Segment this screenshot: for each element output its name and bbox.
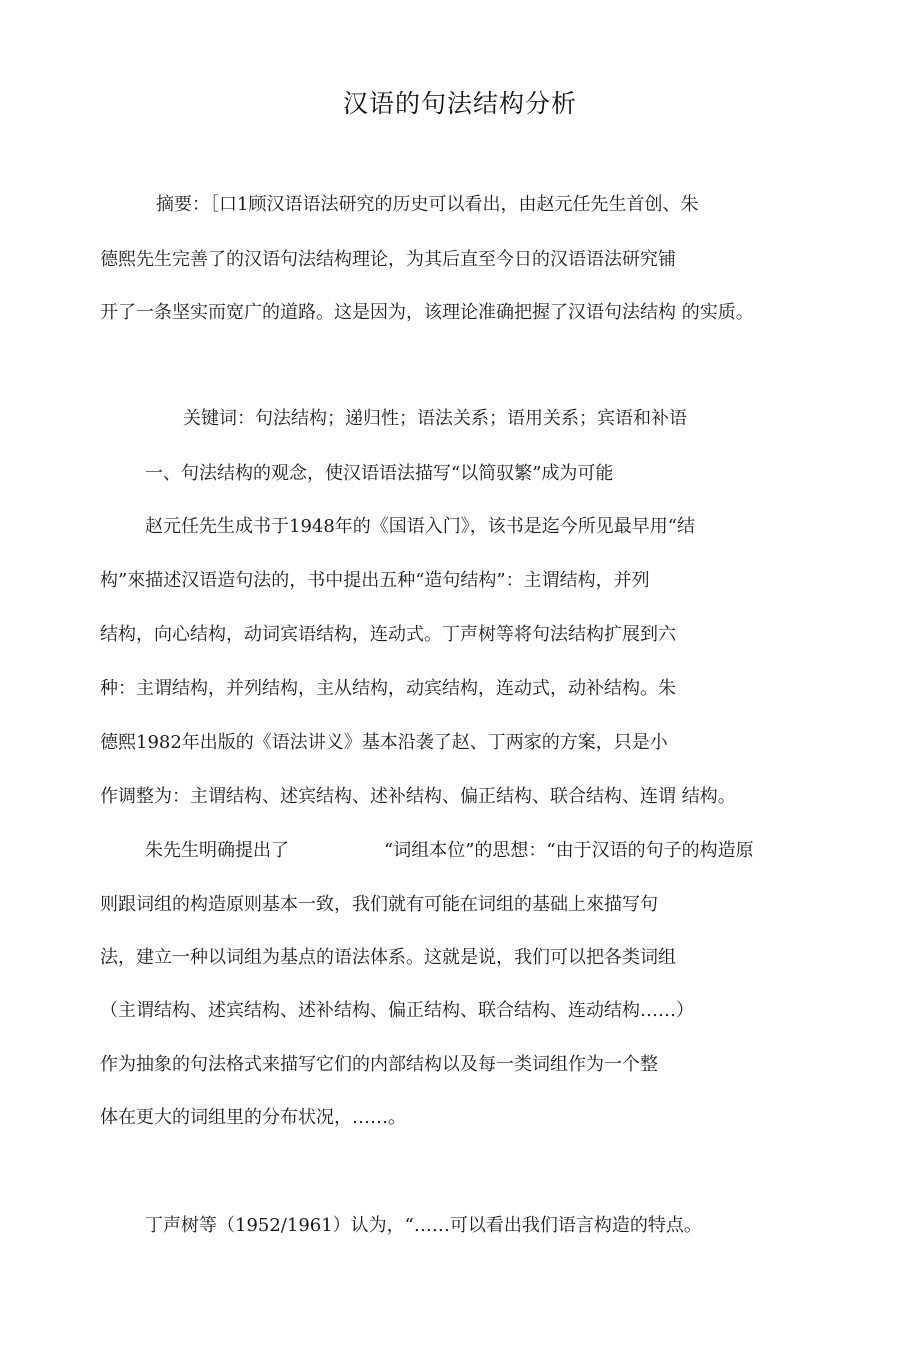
paragraph-line: 结构，向心结构，动词宾语结构，连动式。丁声树等将句法结构扩展到六 [100, 624, 676, 645]
paragraph-line: 作调整为：主谓结构、述宾结构、述补结构、偏正结构、联合结构、连谓 结构。 [100, 786, 736, 807]
abstract-line-3: 开了一条坚实而宽广的道路。这是因为，该理论准确把握了汉语句法结构 的实质。 [100, 302, 754, 323]
paragraph-line: 德熙1982年出版的《语法讲义》基本沿袭了赵、丁两家的方案，只是小 [100, 732, 668, 753]
paragraph-line: 体在更大的词组里的分布状况，……。 [100, 1107, 406, 1128]
section-heading: 一、句法结构的观念，使汉语语法描写“以简驭繁”成为可能 [145, 463, 614, 484]
abstract-line-1: 摘要：［口1顾汉语语法研究的历史可以看出，由赵元任先生首创、朱 [156, 194, 699, 215]
paragraph-line: 作为抽象的句法格式来描写它们的内部结构以及每一类词组作为一个整 [100, 1054, 658, 1075]
paragraph-line: 种：主谓结构，并列结构，主从结构，动宾结构，连动式，动补结构。朱 [100, 678, 676, 699]
document-title: 汉语的句法结构分析 [342, 89, 577, 118]
paragraph-line: 丁声树等（1952/1961）认为，“……可以看出我们语言构造的特点。 [145, 1215, 702, 1236]
paragraph-line: 赵元任先生成书于1948年的《国语入门》，该书是迄今所见最早用“结 [145, 516, 696, 537]
paragraph-line: 构”來描述汉语造句法的，书中提出五种“造句结构”：主谓结构，并列 [100, 570, 650, 591]
paragraph-line: 朱先生明确提出了 [145, 840, 289, 861]
paragraph-line: 则跟词组的构造原则基本一致，我们就有可能在词组的基础上來描写句 [100, 894, 658, 915]
paragraph-line: “词组本位”的思想：“由于汉语的句子的构造原 [384, 840, 754, 861]
paragraph-line: （主谓结构、述宾结构、述补结构、偏正结构、联合结构、连动结构……） [100, 1000, 694, 1021]
abstract-line-2: 德熙先生完善了的汉语句法结构理论，为其后直至今日的汉语语法研究铺 [100, 249, 676, 270]
paragraph-line: 法，建立一种以词组为基点的语法体系。这就是说，我们可以把各类词组 [100, 947, 676, 968]
keywords-line: 关键词：句法结构；递归性；语法关系；语用关系；宾语和补语 [183, 408, 687, 429]
